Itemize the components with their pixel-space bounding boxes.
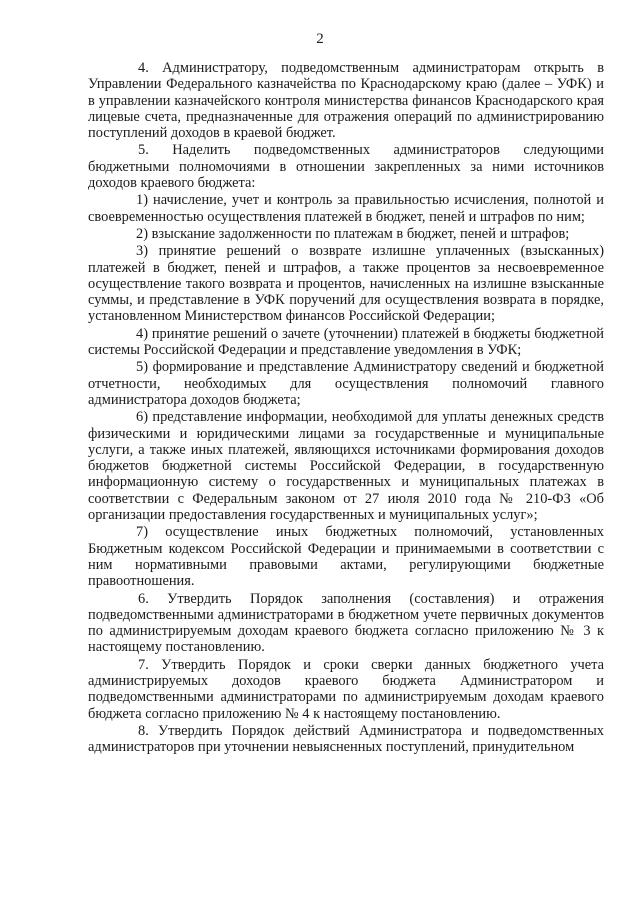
paragraph-5-grant-powers: 5. Наделить подведомственных администраторов следующими бюджетными полномочиями в отношении закрепленных за ними источников доходов краевого бюджета: [88, 142, 604, 192]
list-item-2-collection: 2) взыскание задолженности по платежам в бюджет, пеней и штрафов; [136, 225, 570, 242]
paragraph-7-reconciliation: 7. Утвердить Порядок и сроки сверки данных бюджетного учета администрируемых доходов краевого бюджета Администратором и подведомственными администраторами по администрируемым доходам краевого бюджета согласно приложению № 4 к настоящему постановлению. [88, 656, 604, 722]
list-item-7-other-powers: 7) осуществление иных бюджетных полномочий, установленных Бюджетным кодексом Российской Федерации и принимаемыми в соответствии с ним нормативными правовыми актами, регулирующими бюджетные правоотношения. [88, 524, 604, 590]
list-item-1-accrual: 1) начисление, учет и контроль за правильностью исчисления, полнотой и своевременностью осуществления платежей в бюджет, пеней и штрафов по ним; [88, 192, 604, 225]
paragraph-8-unclarified-receipts: 8. Утвердить Порядок действий Администратора и подведомственных администраторов при уточнении невыясненных поступлений, принудительном [88, 722, 604, 756]
paragraph-4-open-accounts: 4. Администратору, подведомственным администраторам открыть в Управлении Федерального казначейства по Краснодарскому краю (далее – УФК) и в управлении казначейского контроля министерства финансов Краснодарского края лицевые счета, предназначенные для отражения операций по администрированию поступлений доходов в краевой бюджет. [88, 60, 604, 142]
document-body [88, 60, 604, 755]
list-item-4-offset: 4) принятие решений о зачете (уточнении) платежей в бюджеты бюджетной системы Российской Федерации и представление уведомления в УФК; [88, 325, 604, 359]
list-item-5-reporting: 5) формирование и представление Администратору сведений и бюджетной отчетности, необходимых для осуществления полномочий главного администратора доходов бюджета; [88, 359, 604, 408]
list-item-3-refund: 3) принятие решений о возврате излишне уплаченных (взысканных) платежей в бюджет, пеней и штрафов, а также процентов за несвоевременное осуществление такого возврата и процентов, начисленных на излишне взысканные суммы, и представление в УФК поручений для осуществления возврата в порядке, установленном Министерством финансов Российской Федерации; [88, 243, 604, 325]
list-item-6-information: 6) представление информации, необходимой для уплаты денежных средств физическими и юридическими лицами за государственные и муниципальные услуги, а также иных платежей, являющихся источниками формирования доходов бюджетов бюджетной системы Российской Федерации, в государственную информационную систему о государственных и муниципальных платежах в соответствии с Федеральным законом от 27 июля 2010 года № 210-ФЗ «Об организации предоставления государственных и муниципальных услуг»; [88, 409, 604, 524]
page-number: 2 [316, 31, 324, 47]
paragraph-6-fill-procedure: 6. Утвердить Порядок заполнения (составления) и отражения подведомственными администраторами в бюджетном учете первичных документов по администрируемым доходам краевого бюджета согласно приложению № 3 к настоящему постановлению. [88, 590, 604, 656]
